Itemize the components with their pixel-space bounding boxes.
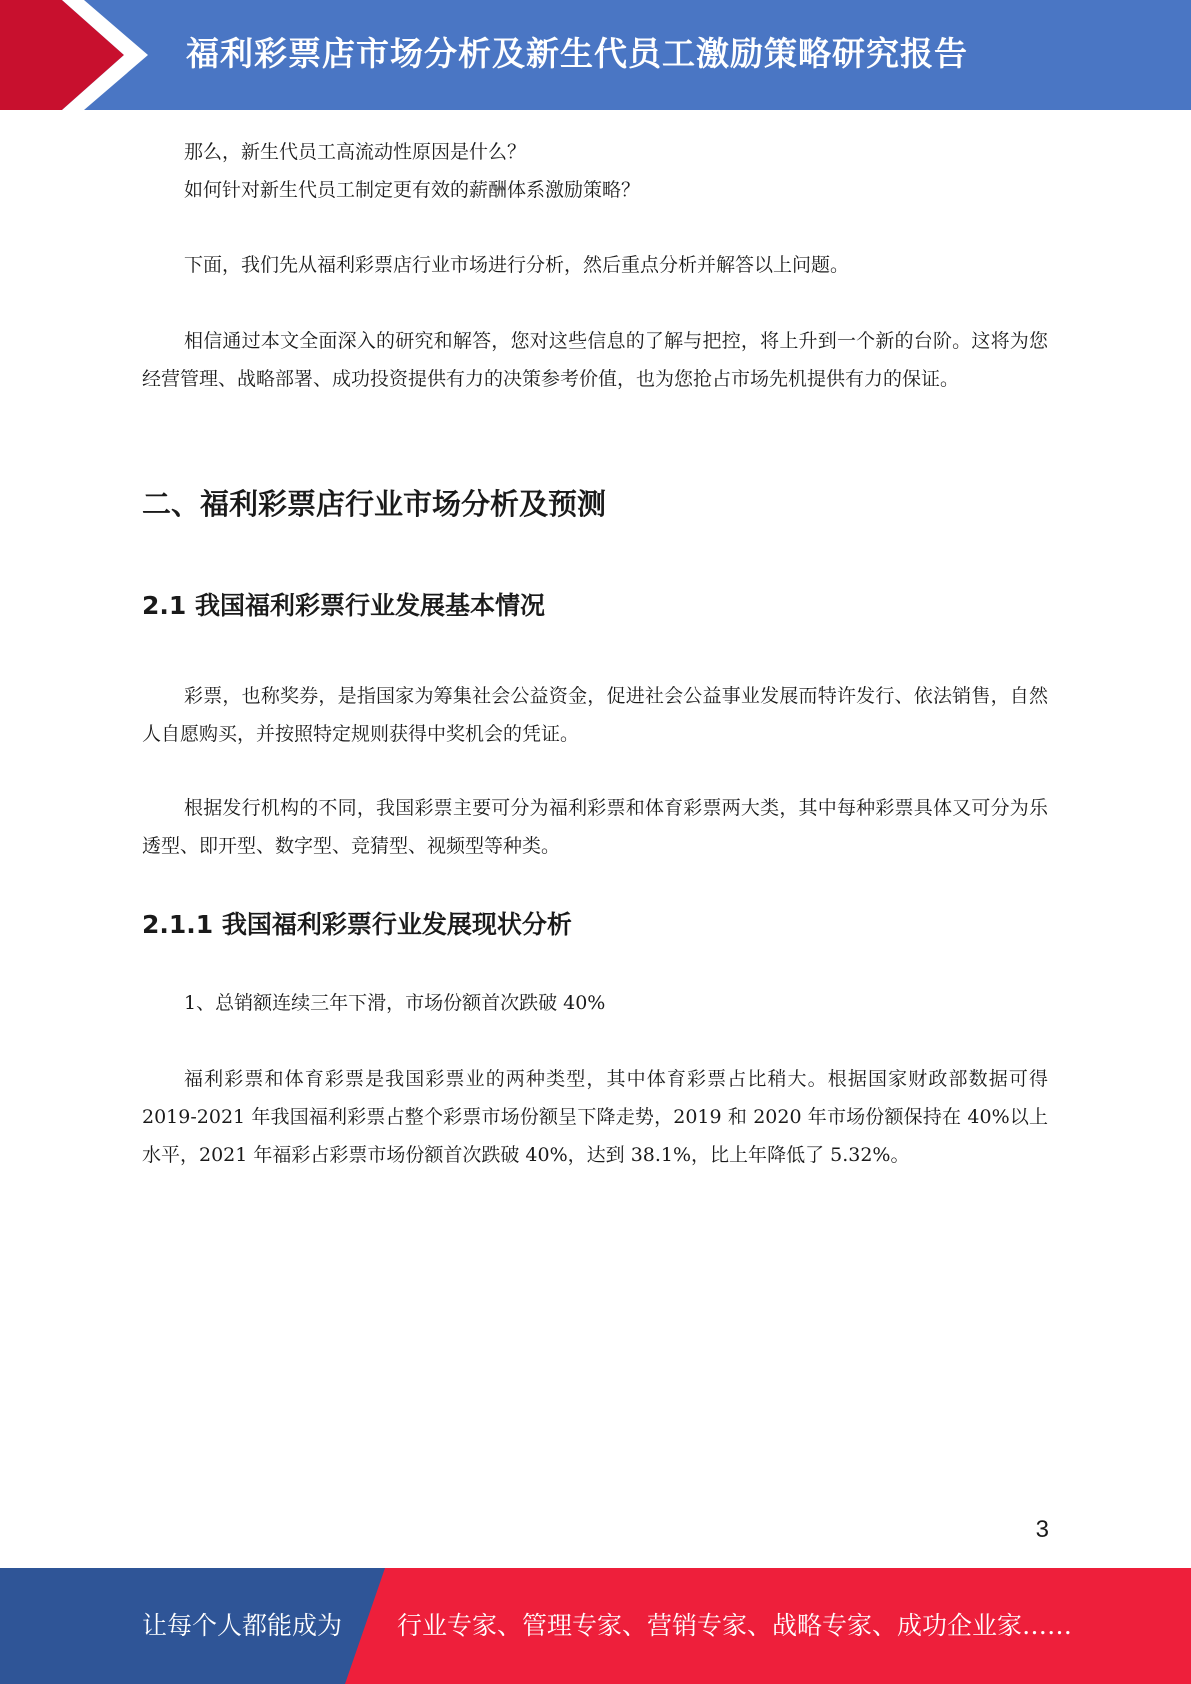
paragraph-lottery-types: 根据发行机构的不同，我国彩票主要可分为福利彩票和体育彩票两大类，其中每种彩票具体又可分为乐透型、即开型、数字型、竞猜型、视频型等种类。 — [142, 797, 1048, 857]
footer-banner — [0, 1568, 1191, 1684]
paragraph-intro: 下面，我们先从福利彩票店行业市场进行分析，然后重点分析并解答以上问题。 — [184, 254, 850, 276]
question-1: 那么，新生代员工高流动性原因是什么？ — [184, 141, 527, 163]
paragraph-market-share: 福利彩票和体育彩票是我国彩票业的两种类型，其中体育彩票占比稍大。根据国家财政部数据可得 2019-2021 年我国福利彩票占整个彩票市场份额呈下降走势，2019 和 2020 年市场份额保持在 40%以上水平，2021 年福彩占彩票市场份额首次跌破 40%，达到 38.1%，比上年降低了 5.32%。 — [142, 1068, 1048, 1166]
point-1: 1、总销额连续三年下滑，市场份额首次跌破 40% — [184, 992, 606, 1014]
section-2-1-1-heading: 2.1.1 我国福利彩票行业发展现状分析 — [142, 910, 572, 939]
report-title: 福利彩票店市场分析及新生代员工激励策略研究报告 — [186, 34, 968, 73]
page-number: 3 — [1035, 1516, 1049, 1543]
paragraph-value: 相信通过本文全面深入的研究和解答，您对这些信息的了解与把控，将上升到一个新的台阶。这将为您经营管理、战略部署、成功投资提供有力的决策参考价值，也为您抢占市场先机提供有力的保证。 — [142, 330, 1048, 390]
header-banner — [0, 0, 1191, 110]
footer-slogan-right: 行业专家、管理专家、营销专家、战略专家、成功企业家…… — [397, 1611, 1073, 1640]
section-2-heading: 二、福利彩票店行业市场分析及预测 — [142, 487, 607, 521]
section-2-1-heading: 2.1 我国福利彩票行业发展基本情况 — [142, 591, 545, 620]
footer-slogan-left: 让每个人都能成为 — [142, 1611, 343, 1640]
header-arrow-decoration — [0, 0, 160, 110]
paragraph-lottery-definition: 彩票，也称奖券，是指国家为筹集社会公益资金，促进社会公益事业发展而特许发行、依法销售，自然人自愿购买，并按照特定规则获得中奖机会的凭证。 — [142, 685, 1048, 745]
question-2: 如何针对新生代员工制定更有效的薪酬体系激励策略？ — [184, 179, 641, 201]
